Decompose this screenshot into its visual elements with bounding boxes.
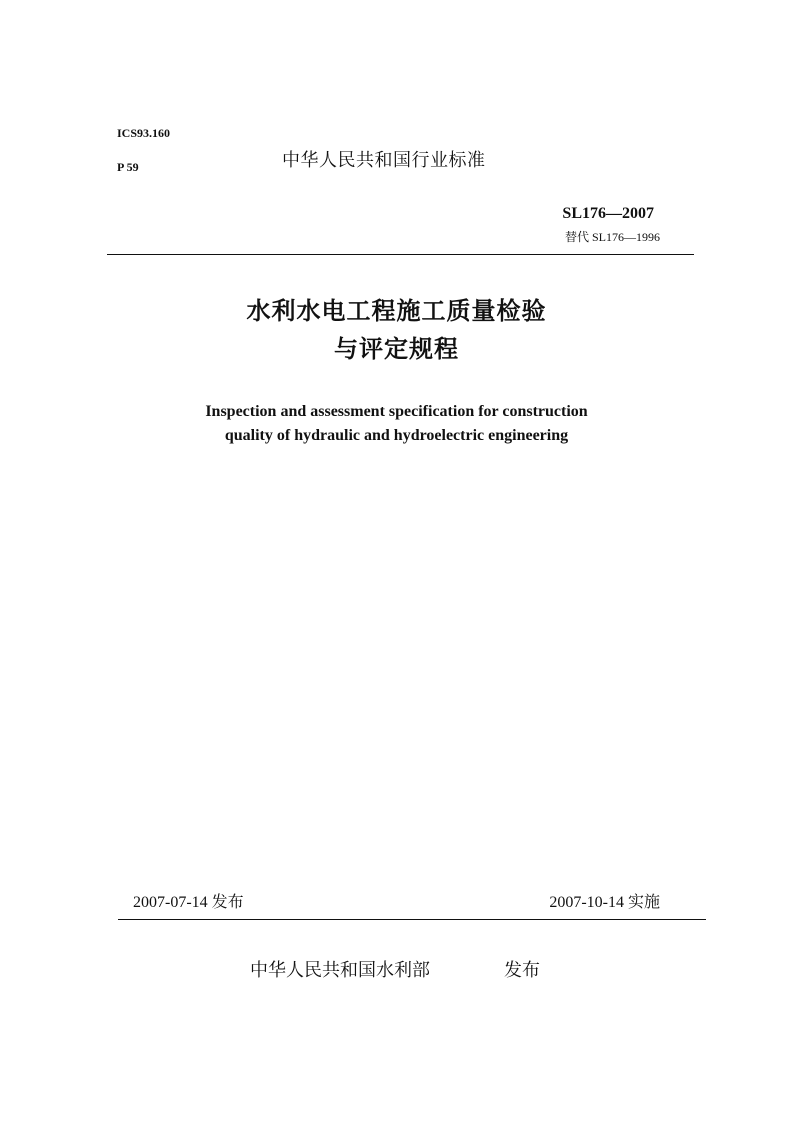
publish-label: 发布 <box>211 892 244 911</box>
bottom-divider <box>118 919 706 920</box>
implement-date <box>549 889 660 912</box>
top-divider <box>107 254 694 255</box>
publish-date <box>133 889 244 912</box>
classification-code: P 59 <box>117 160 139 174</box>
ics-code: ICS93.160 <box>117 126 171 140</box>
implement-label: 实施 <box>627 892 660 911</box>
title-cn-line-1: 水利水电工程施工质量检验 <box>246 297 547 325</box>
standard-type: 中华人民共和国行业标准 <box>282 150 486 171</box>
issuing-authority: 中华人民共和国水利部 <box>250 960 430 981</box>
document-title <box>0 292 793 368</box>
standard-number: SL176—2007 <box>562 205 654 222</box>
title-en-line-1: Inspection and assessment specification for construction <box>205 403 588 420</box>
issuing-action: 发布 <box>504 960 540 981</box>
replaces-standard: 替代 SL176—1996 <box>564 230 660 244</box>
implement-date-value: 2007-10-14 <box>549 894 624 911</box>
title-cn-line-2: 与评定规程 <box>334 335 459 363</box>
publish-date-value: 2007-07-14 <box>133 894 208 911</box>
title-en-line-2: quality of hydraulic and hydroelectric engineering <box>224 427 569 444</box>
english-title <box>0 400 793 448</box>
